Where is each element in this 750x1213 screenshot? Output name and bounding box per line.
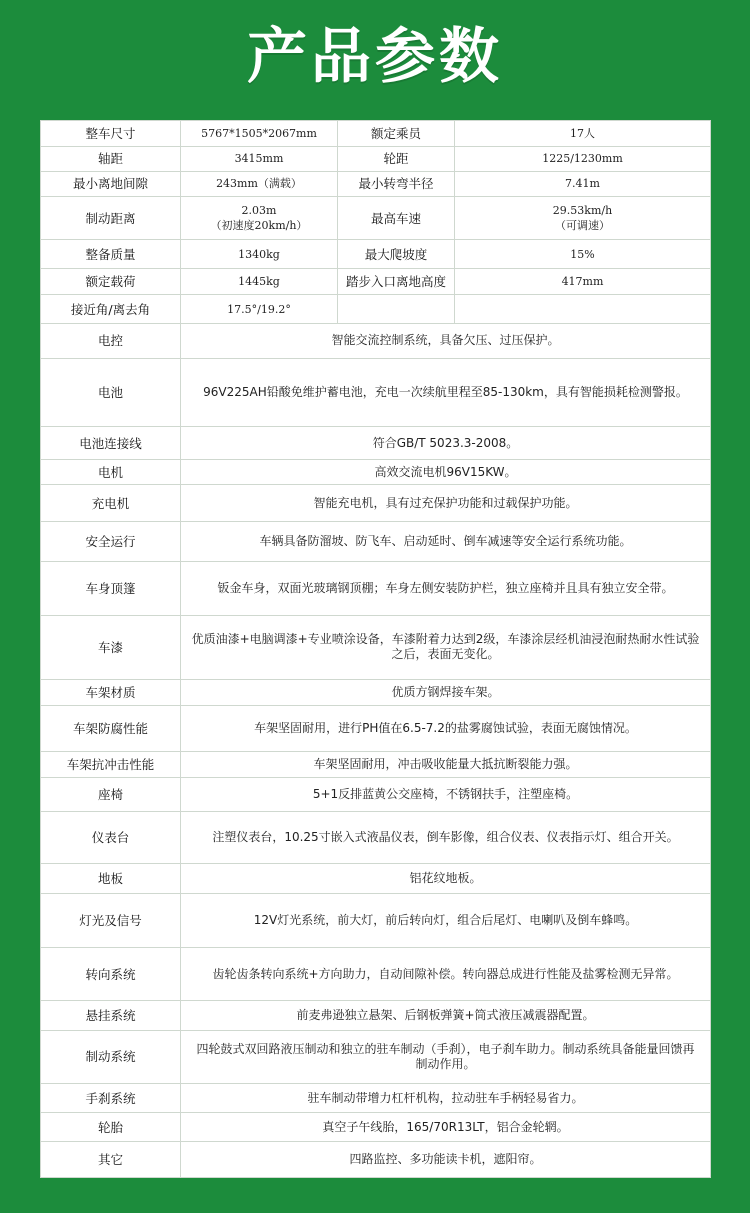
table-row (41, 893, 711, 947)
spec-value: 1225/1230mm (455, 146, 711, 171)
table-row (41, 1084, 711, 1113)
spec-description: 四轮鼓式双回路液压制动和独立的驻车制动（手刹），电子刹车助力。制动系统具备能量回馈再制动作用。 (181, 1030, 711, 1084)
spec-label: 车架材质 (41, 680, 181, 706)
table-row (41, 705, 711, 751)
spec-label: 电池连接线 (41, 427, 181, 459)
spec-label: 最大爬坡度 (338, 240, 455, 269)
spec-value: 29.53km/h （可调速） (455, 197, 711, 240)
table-row (41, 240, 711, 269)
spec-label: 电控 (41, 324, 181, 358)
table-row (41, 427, 711, 459)
spec-value: 7.41m (455, 171, 711, 197)
spec-description: 车辆具备防溜坡、防飞车、启动延时、倒车减速等安全运行系统功能。 (181, 521, 711, 561)
spec-description: 车架坚固耐用，冲击吸收能量大抵抗断裂能力强。 (181, 752, 711, 778)
table-row (41, 358, 711, 427)
spec-label (338, 295, 455, 324)
spec-label: 地板 (41, 863, 181, 893)
table-row (41, 121, 711, 147)
spec-description: 铝花纹地板。 (181, 863, 711, 893)
page-title: 产品参数 (247, 22, 503, 92)
spec-description: 四路监控、多功能读卡机，遮阳帘。 (181, 1142, 711, 1178)
spec-description: 真空子午线胎，165/70R13LT，铝合金轮辋。 (181, 1113, 711, 1142)
table-row (41, 295, 711, 324)
table-row (41, 269, 711, 295)
spec-label: 仪表台 (41, 812, 181, 864)
table-row (41, 1142, 711, 1178)
table-row (41, 324, 711, 358)
spec-label: 电池 (41, 358, 181, 427)
spec-value: 417mm (455, 269, 711, 295)
spec-label: 转向系统 (41, 947, 181, 1001)
table-row (41, 680, 711, 706)
spec-sheet (40, 120, 710, 1178)
spec-label: 手刹系统 (41, 1084, 181, 1113)
spec-label: 轴距 (41, 146, 181, 171)
table-row (41, 777, 711, 811)
spec-description: 12V灯光系统，前大灯，前后转向灯，组合后尾灯、电喇叭及倒车蜂鸣。 (181, 893, 711, 947)
spec-label: 制动距离 (41, 197, 181, 240)
spec-description: 96V225AH铅酸免维护蓄电池，充电一次续航里程至85-130km，具有智能损耗检测警报。 (181, 358, 711, 427)
spec-value: 17人 (455, 121, 711, 147)
table-row (41, 863, 711, 893)
spec-label: 悬挂系统 (41, 1001, 181, 1030)
spec-description: 驻车制动带增力杠杆机构，拉动驻车手柄轻易省力。 (181, 1084, 711, 1113)
spec-label: 座椅 (41, 777, 181, 811)
spec-label: 轮距 (338, 146, 455, 171)
spec-value: 1340kg (181, 240, 338, 269)
spec-value: 1445kg (181, 269, 338, 295)
spec-description: 注塑仪表台，10.25寸嵌入式液晶仪表，倒车影像，组合仪表、仪表指示灯、组合开关。 (181, 812, 711, 864)
spec-label: 充电机 (41, 485, 181, 522)
spec-description: 优质油漆+电脑调漆+专业喷涂设备，车漆附着力达到2级，车漆涂层经机油浸泡耐热耐水性试验之后，表面无变化。 (181, 615, 711, 680)
spec-label: 灯光及信号 (41, 893, 181, 947)
spec-description: 智能交流控制系统，具备欠压、过压保护。 (181, 324, 711, 358)
spec-label: 安全运行 (41, 521, 181, 561)
spec-label: 制动系统 (41, 1030, 181, 1084)
spec-table (40, 120, 711, 1178)
table-row (41, 146, 711, 171)
spec-label: 额定乘员 (338, 121, 455, 147)
spec-label: 车漆 (41, 615, 181, 680)
spec-label: 整车尺寸 (41, 121, 181, 147)
spec-description: 前麦弗逊独立悬架、后钢板弹簧+筒式液压减震器配置。 (181, 1001, 711, 1030)
table-row (41, 1001, 711, 1030)
spec-label: 轮胎 (41, 1113, 181, 1142)
table-row (41, 947, 711, 1001)
spec-label: 最高车速 (338, 197, 455, 240)
table-row (41, 521, 711, 561)
spec-description: 车架坚固耐用，进行PH值在6.5-7.2的盐雾腐蚀试验，表面无腐蚀情况。 (181, 705, 711, 751)
spec-description: 符合GB/T 5023.3-2008。 (181, 427, 711, 459)
spec-value: 243mm（满载） (181, 171, 338, 197)
table-row (41, 1113, 711, 1142)
spec-label: 车架抗冲击性能 (41, 752, 181, 778)
table-row (41, 1030, 711, 1084)
spec-label: 整备质量 (41, 240, 181, 269)
spec-label: 接近角/离去角 (41, 295, 181, 324)
table-row (41, 752, 711, 778)
spec-label: 其它 (41, 1142, 181, 1178)
spec-value: 3415mm (181, 146, 338, 171)
spec-value: 17.5°/19.2° (181, 295, 338, 324)
spec-value: 15% (455, 240, 711, 269)
table-row (41, 459, 711, 485)
spec-description: 钣金车身，双面光玻璃钢顶棚；车身左侧安装防护栏，独立座椅并且具有独立安全带。 (181, 561, 711, 615)
spec-value: 5767*1505*2067mm (181, 121, 338, 147)
spec-description: 高效交流电机96V15KW。 (181, 459, 711, 485)
spec-value (455, 295, 711, 324)
table-row (41, 485, 711, 522)
spec-description: 智能充电机，具有过充保护功能和过载保护功能。 (181, 485, 711, 522)
spec-label: 踏步入口离地高度 (338, 269, 455, 295)
spec-description: 5+1反排蓝黄公交座椅，不锈钢扶手，注塑座椅。 (181, 777, 711, 811)
table-row (41, 197, 711, 240)
spec-description: 齿轮齿条转向系统+方向助力，自动间隙补偿。转向器总成进行性能及盐雾检测无异常。 (181, 947, 711, 1001)
spec-label: 额定载荷 (41, 269, 181, 295)
table-row (41, 171, 711, 197)
spec-label: 最小离地间隙 (41, 171, 181, 197)
spec-label: 车身顶篷 (41, 561, 181, 615)
spec-description: 优质方钢焊接车架。 (181, 680, 711, 706)
table-row (41, 561, 711, 615)
table-row (41, 615, 711, 680)
spec-label: 最小转弯半径 (338, 171, 455, 197)
table-row (41, 812, 711, 864)
spec-label: 电机 (41, 459, 181, 485)
spec-value: 2.03m （初速度20km/h） (181, 197, 338, 240)
spec-label: 车架防腐性能 (41, 705, 181, 751)
